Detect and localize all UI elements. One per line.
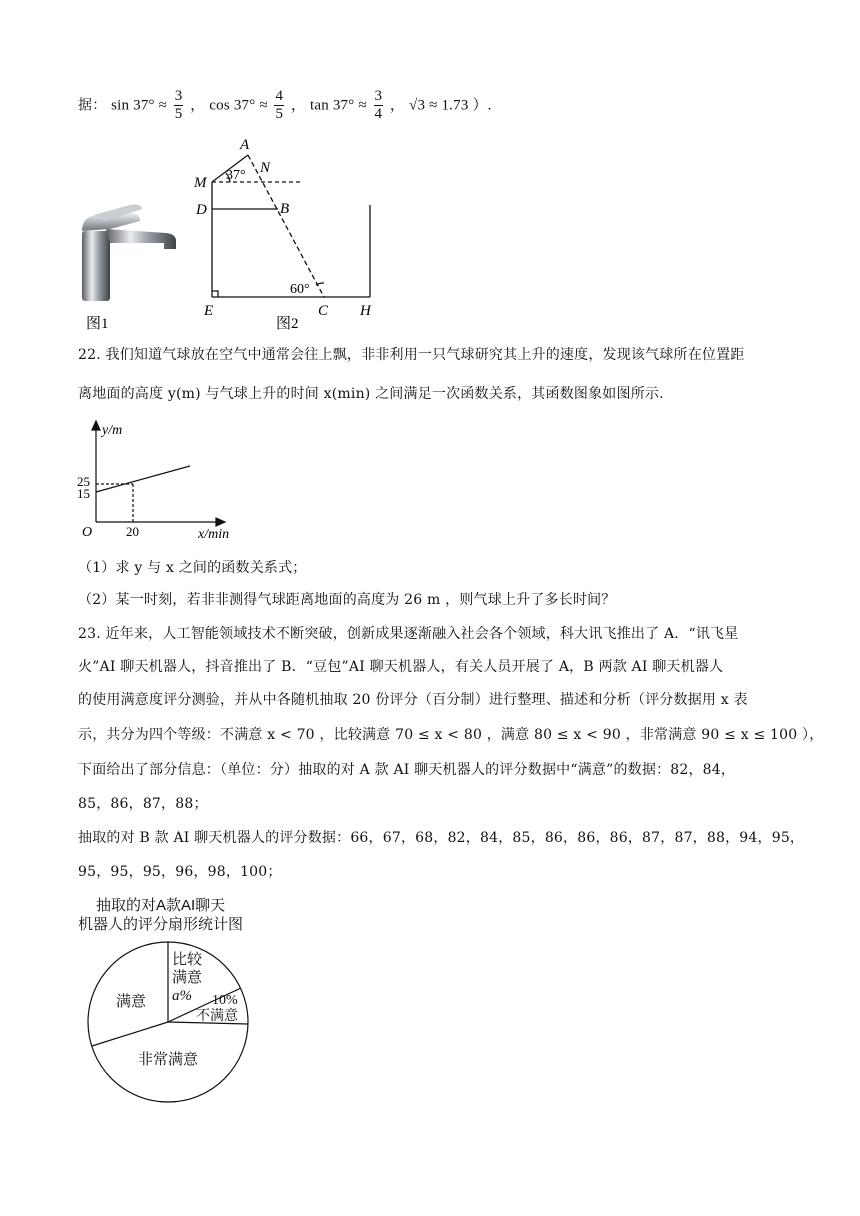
slice-label-very-satisfied: 非常满意 [138, 1052, 199, 1068]
faucet-picture [82, 205, 176, 302]
sin-numerator: 3 [174, 88, 183, 104]
pie-chart-title-2: 机器人的评分扇形统计图 [78, 916, 244, 933]
y-axis-label: y/m [102, 423, 123, 438]
x-tick-20: 20 [126, 524, 139, 539]
slice-label-compare-1: 比较 [172, 952, 203, 968]
label-N: N [260, 160, 271, 176]
sin-fraction [174, 88, 184, 123]
slice-label-unsat-pct: 10% [212, 993, 238, 1008]
sqrt-approximation: ， √3 ≈ 1.73 ）. [389, 97, 492, 114]
reference-prefix: 据： [78, 97, 107, 114]
pie-chart [84, 938, 254, 1108]
q23-line-3: 的使用满意度评分测验，并从中各随机抽取 20 份评分（百分制）进行整理、描述和分析（评分数据用 x 表 [78, 692, 748, 708]
tan-numerator: 3 [374, 88, 383, 104]
q22-line-1: 22. 我们知道气球放在空气中通常会往上飘，非非利用一只气球研究其上升的速度，发现该气球所在位置距 [78, 347, 745, 363]
slice-label-satisfied: 满意 [116, 994, 147, 1010]
q22-function-graph [70, 418, 250, 546]
y-tick-15: 15 [77, 486, 90, 501]
y-axis-arrow [92, 421, 100, 430]
q22-sub-2: （2）某一时刻，若非非测得气球距离地面的高度为 26 m ，则气球上升了多长时间？ [78, 592, 616, 608]
label-B: B [280, 201, 290, 217]
slice-label-compare-2: 满意 [172, 970, 203, 986]
q23-line-4: 示，共分为四个等级：不满意 x < 70 ，比较满意 70 ≤ x < 80 ，满意 80 ≤ x < 90 ，非常满意 90 ≤ x ≤ 100 ）， [78, 727, 824, 743]
q23-line-1: 23. 近年来，人工智能领域技术不断突破，创新成果逐渐融入社会各个领域，科大讯飞推出了 A．“讯飞星 [78, 626, 739, 642]
fig2-caption: 图2 [276, 316, 299, 332]
origin-label: O [82, 525, 93, 540]
fig1-caption: 图1 [86, 316, 109, 332]
sin-denominator: 5 [174, 106, 183, 122]
angle-37-label: 37° [226, 168, 246, 183]
reference-data-line [78, 88, 492, 122]
cos-label: ， cos 37° ≈ [190, 97, 268, 114]
y-tick-25: 25 [77, 474, 90, 489]
tan-label: ， tan 37° ≈ [290, 97, 367, 114]
q23-line-8: 95，95，95，96，98，100； [78, 864, 282, 880]
tan-fraction [374, 88, 384, 123]
slice-label-unsatisfied: 不满意 [196, 1009, 238, 1024]
x-axis-arrow [216, 518, 225, 526]
label-D: D [196, 202, 207, 218]
sin-label: sin 37° ≈ [111, 97, 168, 114]
cos-fraction [274, 88, 284, 123]
dashed-AC [248, 155, 324, 297]
figure-faucet-geometry [70, 135, 390, 335]
q23-line-2: 火”AI 聊天机器人，抖音推出了 B．“豆包”AI 聊天机器人，有关人员开展了 A，B 两款 AI 聊天机器人 [78, 659, 724, 675]
q22-sub-1: （1）求 y 与 x 之间的函数关系式； [78, 560, 307, 576]
q22-line-2: 离地面的高度 y(m) 与气球上升的时间 x(min) 之间满足一次函数关系，其函数图象如图所示. [78, 386, 664, 402]
label-H: H [360, 303, 371, 319]
label-E: E [204, 303, 214, 319]
function-line [96, 466, 190, 492]
label-M: M [194, 175, 207, 191]
angle-60-label: 60° [290, 282, 310, 297]
cos-numerator: 4 [275, 88, 284, 104]
pie-chart-title-1: 抽取的对A款AI聊天 [96, 897, 226, 914]
cos-denominator: 5 [275, 106, 284, 122]
right-angle-mark [212, 291, 218, 297]
slice-label-compare-pct: a% [172, 988, 192, 1004]
q23-line-6: 85，86，87，88； [78, 796, 208, 812]
q23-line-7: 抽取的对 B 款 AI 聊天机器人的评分数据：66，67，68，82，84，85，86，86，86，87，87，88，94，95， [78, 830, 805, 846]
label-A: A [240, 137, 250, 153]
label-C: C [318, 303, 329, 319]
x-axis-label: x/min [198, 527, 230, 542]
divider-left [92, 1022, 168, 1046]
tan-denominator: 4 [374, 106, 383, 122]
q23-line-5: 下面给出了部分信息：（单位：分）抽取的对 A 款 AI 聊天机器人的评分数据中“满意”的数据：82，84， [78, 762, 736, 778]
